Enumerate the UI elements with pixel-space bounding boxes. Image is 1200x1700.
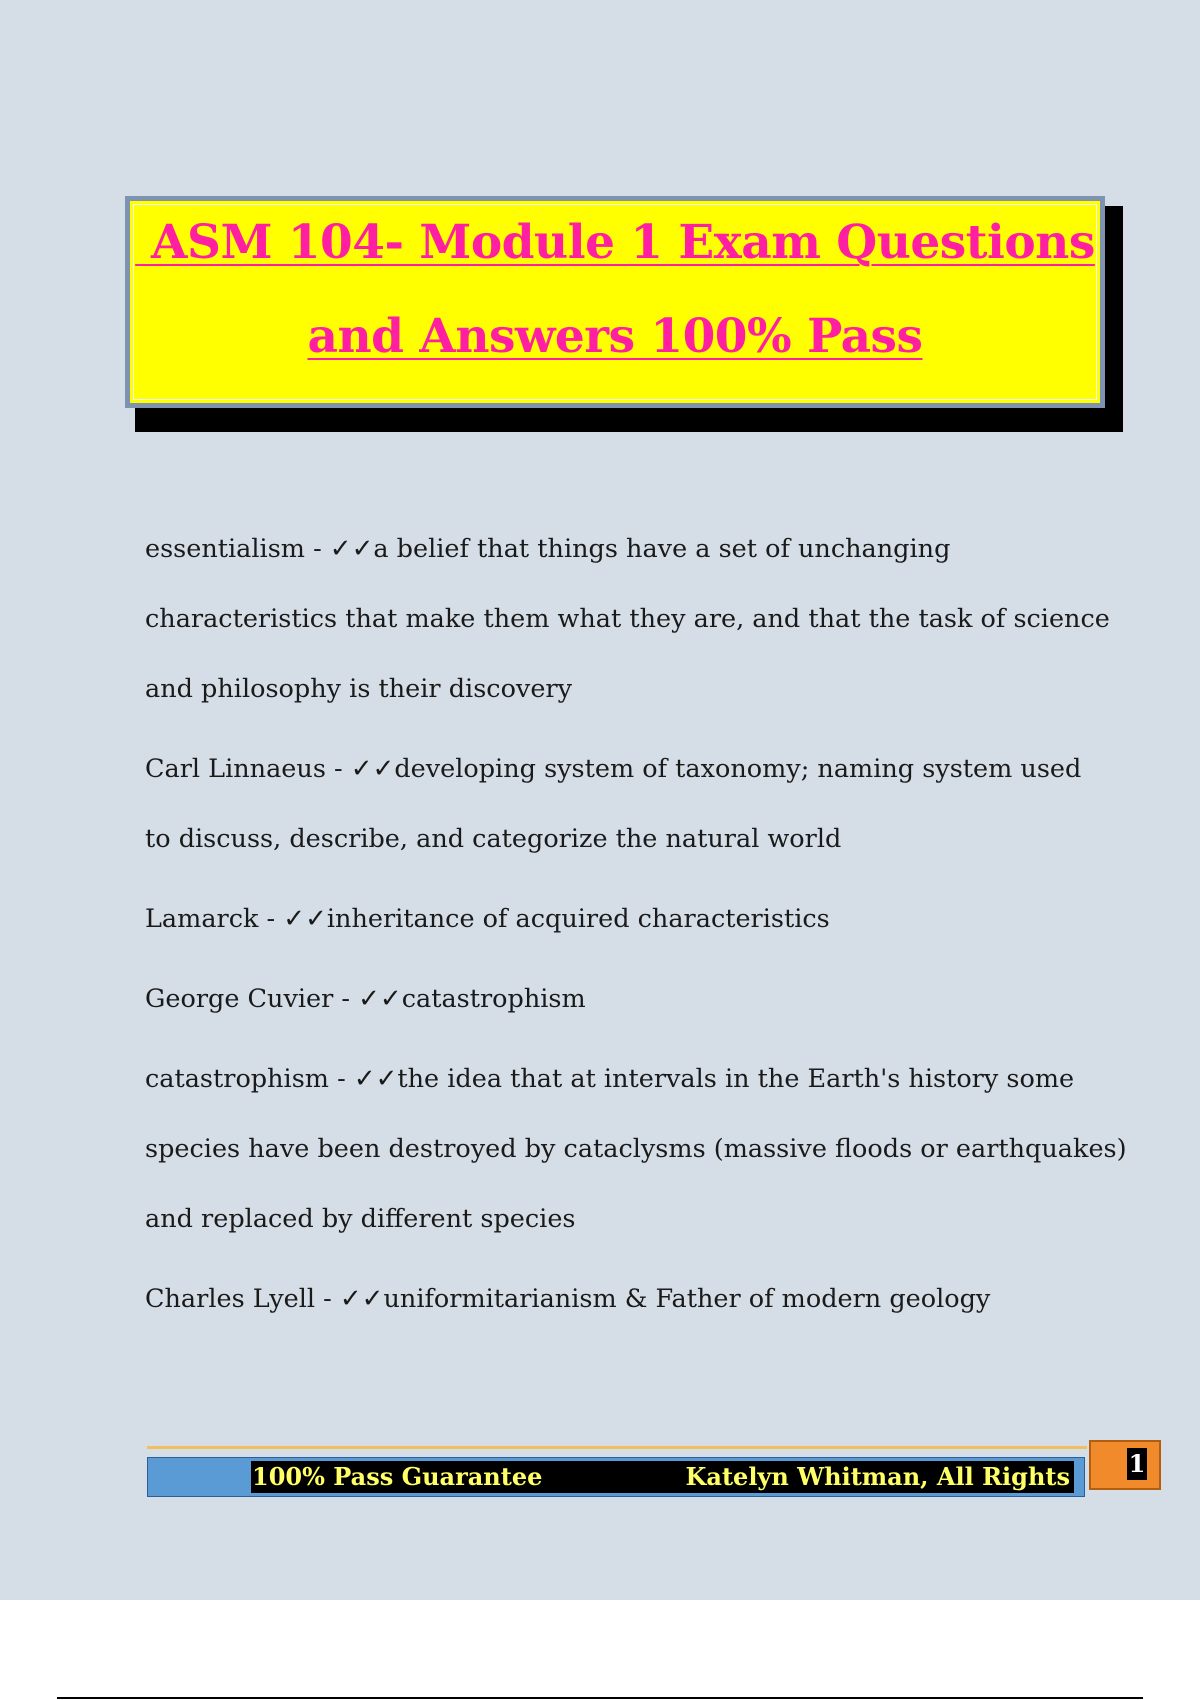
footer-guarantee-text: 100% Pass Guarantee [252,1462,543,1491]
entry-definition: uniformitarianism & Father of modern geology [383,1284,991,1314]
double-checkmark-icon: ✓✓ [353,1064,398,1094]
entry-line: and replaced by different species [145,1204,576,1234]
double-checkmark-icon: ✓✓ [358,984,402,1014]
entry-term: essentialism - [145,534,330,564]
entry-line [145,1050,1095,1120]
footer-bar [147,1457,1085,1497]
entry-line [145,970,1095,1028]
entry-term: Carl Linnaeus - [145,754,351,784]
flashcard-entry [145,1270,1095,1328]
entry-definition: inheritance of acquired characteristics [326,904,830,934]
double-checkmark-icon: ✓✓ [283,904,327,934]
title-box [125,196,1105,408]
entry-definition: a belief that things have a set of unchanging [373,534,951,564]
entry-line [145,890,1095,948]
flashcard-entry [145,890,1095,948]
footer-rights-text: Katelyn Whitman, All Rights [685,1462,1070,1491]
flashcard-entry [145,520,1110,718]
document-title-line-1: ASM 104- Module 1 Exam Questions [135,215,1095,270]
double-checkmark-icon: ✓✓ [339,1284,384,1314]
flashcard-entry [145,1050,1127,1248]
double-checkmark-icon: ✓✓ [350,754,395,784]
entry-line: characteristics that make them what they are, and that the task of science [145,604,1110,634]
entry-term: catastrophism - [145,1064,354,1094]
flashcard-entry [145,970,1095,1028]
entry-line: and philosophy is their discovery [145,674,573,704]
footer-divider [147,1446,1087,1449]
entry-term: George Cuvier - [145,984,359,1014]
entry-line: species have been destroyed by cataclysms (massive floods or earthquakes) [145,1134,1127,1164]
entry-definition: catastrophism [401,984,586,1014]
double-checkmark-icon: ✓✓ [329,534,374,564]
flashcard-list [145,520,1127,1350]
entry-line [145,1270,1095,1328]
entry-definition: developing system of taxonomy; naming system used [394,754,1082,784]
flashcard-entry [145,740,1095,868]
page-number-box [1089,1440,1161,1490]
entry-term: Charles Lyell - [145,1284,340,1314]
entry-definition: the idea that at intervals in the Earth's history some [397,1064,1075,1094]
document-title-line-2: and Answers 100% Pass [307,309,923,364]
entry-line [145,740,1095,810]
entry-term: Lamarck - [145,904,284,934]
entry-line: to discuss, describe, and categorize the natural world [145,824,842,854]
next-page-divider [57,1697,1143,1699]
entry-line [145,520,1095,590]
page-number: 1 [1128,1449,1146,1478]
